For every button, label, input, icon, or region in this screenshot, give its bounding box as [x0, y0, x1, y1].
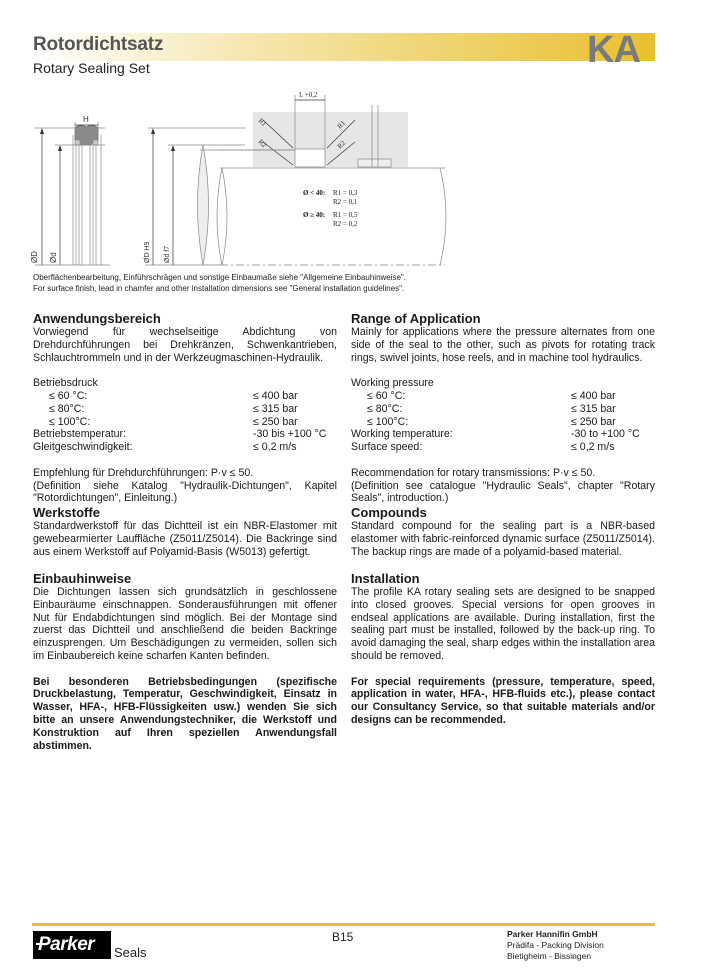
profile-code: KA [587, 29, 640, 71]
spec-row: Gleitgeschwindigkeit: ≤ 0,2 m/s [33, 441, 297, 454]
installation-note [33, 272, 406, 294]
backup-ring-right [93, 140, 98, 145]
page-number: B15 [332, 930, 354, 944]
page-title-en: Rotary Sealing Set [33, 60, 150, 76]
spec-row: Betriebstemperatur: -30 bis +100 °C [33, 428, 327, 441]
company-location: Bietigheim - Bissingen [507, 951, 592, 961]
dim-housing-dia-label: ØD H9 [144, 241, 151, 263]
section-title-application-de: Anwendungsbereich [33, 311, 161, 326]
compounds-text-en: Standard compound for the sealing part is a NBR-based elastomer with fabric-reinforced dynamic surface (Z5011/Z5014). The backup rings are made of a polyamid-based material. [351, 520, 655, 558]
company-division: Prädifa - Packing Division [507, 940, 604, 950]
pressure-label-de: Betriebsdruck [33, 377, 98, 390]
application-text-en: Mainly for applications where the pressure alternates from one side of the seal to the other, such as pivots for rotating track rings, swivel joints, hose reels, and in machine tool hydraulics. [351, 326, 655, 364]
radius-r2-value-1: R2 = 0,1 [333, 198, 358, 206]
installation-view [200, 95, 446, 265]
groove [295, 149, 325, 167]
groove-length-label: L +0,2 [299, 91, 318, 99]
seal-cross-section [35, 122, 110, 265]
footer-divider [32, 923, 655, 926]
right-compounds [351, 505, 655, 558]
left-column [33, 311, 337, 505]
page-title-de: Rotordichtsatz [33, 34, 164, 55]
spec-row: ≤ 100°C: ≤ 250 bar [367, 415, 616, 428]
installation-text-de: Die Dichtungen lassen sich grundsätzlich in geschlossene Einbauräume einschnappen. Sonderausführungen mit offener Nut für Endabdichtungen sind möglich. Bei der Montage sind zuerst das Dichtteil und anschließend die beiden Backringe einzusprengen. Um Beschädigungen zu vermeiden, sollen sich im Einbaubereich keine scharfen Kanten befinden. [33, 586, 337, 662]
note-en: For surface finish, lead in chamfer and other installation dimensions see "General installation guidelines". [33, 284, 405, 293]
dim-rod-dia-label: Ød f7 [164, 245, 171, 263]
left-compounds [33, 505, 337, 558]
recommendation-de: Empfehlung für Drehdurchführungen: P·v ≤ 50. [33, 466, 254, 479]
special-conditions-en: For special requirements (pressure, temperature, speed, application in water, HFA-, HFB-fluids etc.), please contact our Consultancy Service, so that suitable materials and/or designs can be recommended. [351, 675, 655, 726]
dim-h-label: H [83, 115, 89, 124]
definition-en: (Definition see catalogue "Hydraulic Seals", chapter "Rotary Seals", introduction.) [351, 479, 655, 505]
company-name: Parker Hannifin GmbH [507, 929, 598, 939]
technical-drawing [20, 85, 480, 270]
specs-table-en [351, 390, 655, 454]
application-text-de: Vorwiegend für wechselseitige Abdichtung von Drehdurchführungen bei Drehkränzen, Schwenkantrieben, Schlauchtrommeln und in der Werkzeugmaschinen-Hydraulik. [33, 326, 337, 364]
radius-cond-1: Ø < 40: [303, 189, 326, 197]
section-title-installation-en: Installation [351, 571, 420, 586]
radius-r1-left: R1 [256, 116, 269, 129]
right-column [351, 311, 655, 505]
radius-r2-right: R2 [335, 138, 348, 151]
port-block [358, 159, 391, 167]
spec-row: Working temperature: -30 to +100 °C [351, 428, 640, 441]
special-conditions-de: Bei besonderen Betriebsbedingungen (spezifische Druckbelastung, Temperatur, Geschwindigkeit, Einsatz in Wasser, HFA-, HFB-Flüssigkeiten usw.) wenden Sie sich bitte an unsere Anwendungstechniker, die Werkstoff und Konstruktion auf Ihren speziellen Anwendungsfall abstimmen. [33, 675, 337, 752]
dim-outer-dia-label: ØD [30, 251, 39, 263]
parker-logo-text: Parker [38, 934, 95, 955]
section-title-compounds-de: Werkstoffe [33, 505, 100, 520]
radius-r1-value-2: R1 = 0,5 [333, 211, 358, 219]
logo-suffix: Seals [114, 945, 147, 960]
radius-r1-right: R1 [335, 118, 348, 131]
radius-r2-value-2: R2 = 0,2 [333, 220, 358, 228]
company-info [507, 929, 604, 962]
installation-text-en: The profile KA rotary sealing sets are designed to be snapped into closed grooves. Special versions for open grooves in endseal applications are available. During installation, first the sealing part must be installed, followed by the back-up ring. To avoid damaging the seal, sharp edges within the installation area should be removed. [351, 586, 655, 662]
left-installation [33, 571, 337, 752]
definition-de: (Definition siehe Katalog "Hydraulik-Dichtungen", Kapitel "Rotordichtungen", Einleitung.) [33, 479, 337, 505]
backup-ring-left [75, 140, 80, 145]
right-installation [351, 571, 655, 727]
spec-row: ≤ 80°C: ≤ 315 bar [49, 402, 298, 415]
section-title-compounds-en: Compounds [351, 505, 427, 520]
specs-table-de [33, 390, 337, 454]
spec-row: Surface speed: ≤ 0,2 m/s [351, 441, 615, 454]
spec-row: ≤ 60 °C: ≤ 400 bar [367, 389, 616, 402]
spec-row: ≤ 100°C: ≤ 250 bar [49, 415, 298, 428]
pressure-label-en: Working pressure [351, 377, 434, 390]
radius-r1-value-1: R1 = 0,3 [333, 189, 358, 197]
spec-row: ≤ 60 °C: ≤ 400 bar [49, 389, 298, 402]
dim-inner-dia-label: Ød [49, 252, 58, 263]
compounds-text-de: Standardwerkstoff für das Dichtteil ist ein NBR-Elastomer mit gewebearmierter Lauffläche (Z5011/Z5014). Die Backringe sind aus einem Werkstoff auf Polyamid-Basis (W5013) gefertigt. [33, 520, 337, 558]
recommendation-en: Recommendation for rotary transmissions: P·v ≤ 50. [351, 466, 596, 479]
spec-row: ≤ 80°C: ≤ 315 bar [367, 402, 616, 415]
radius-r2-left: R2 [256, 137, 269, 150]
section-title-application-en: Range of Application [351, 311, 481, 326]
note-de: Oberflächenbearbeitung, Einführschrägen und sonstige Einbaumaße siehe "Allgemeine Einbauhinweise". [33, 273, 407, 282]
radius-cond-2: Ø ≥ 40: [303, 211, 326, 219]
section-title-installation-de: Einbauhinweise [33, 571, 132, 586]
